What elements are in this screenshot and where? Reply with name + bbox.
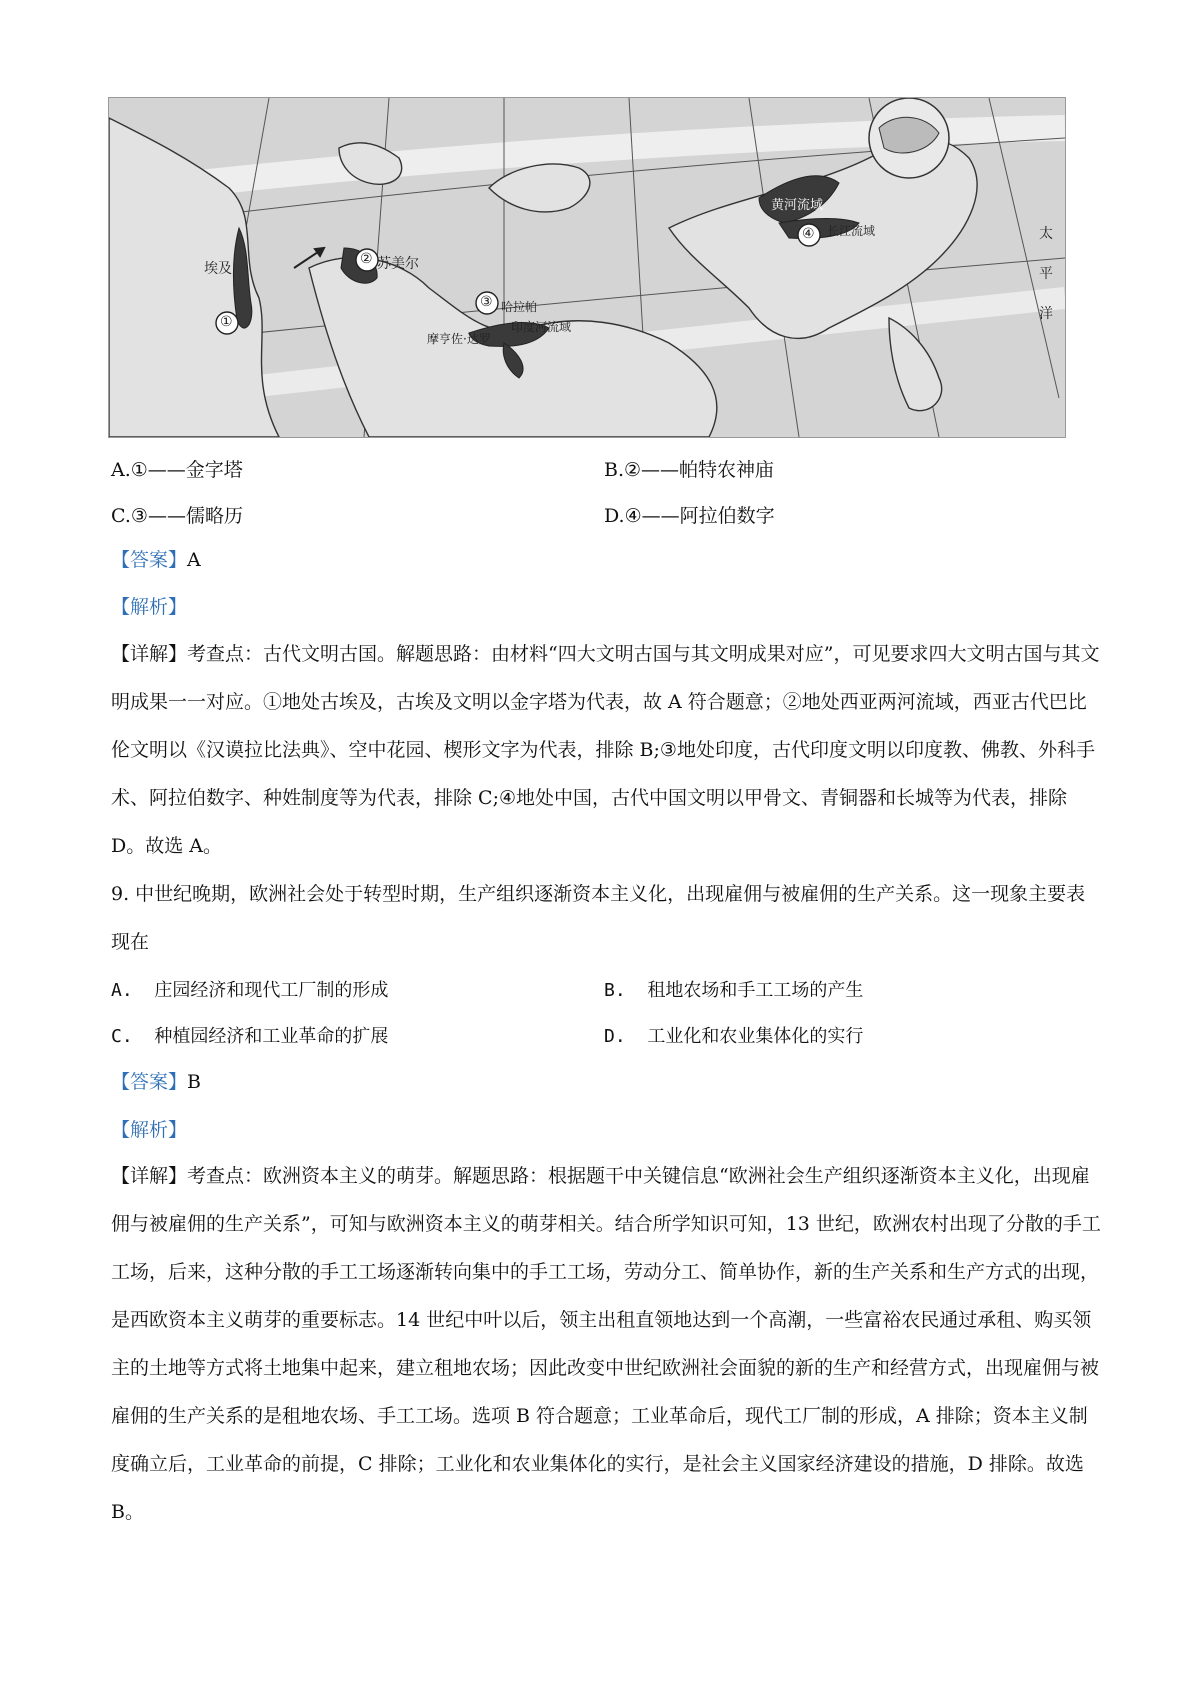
marker-4-label: ④ <box>802 226 815 242</box>
question-stem: 9. 中世纪晚期，欧洲社会处于转型时期，生产组织逐渐资本主义化，出现雇佣与被雇佣的生产关系。这一现象主要表现在 <box>111 883 1086 953</box>
q9-answer <box>111 1073 201 1092</box>
option-key: B. <box>604 980 626 1001</box>
marker-2-label: ② <box>360 251 373 267</box>
option-text: 种植园经济和工业革命的扩展 <box>154 1026 389 1047</box>
option-text: ④——阿拉伯数字 <box>624 505 775 527</box>
analysis-tag: 【解析】 <box>111 596 188 618</box>
marker-1-label: ① <box>220 314 233 330</box>
map-graphic <box>109 98 1065 437</box>
harappa-label: 哈拉帕 <box>501 300 538 314</box>
option-text: ①——金字塔 <box>130 459 243 481</box>
yellow-river-label: 黄河流域 <box>771 198 824 213</box>
detail-tag: 【详解】 <box>111 1165 188 1187</box>
q9-option-d <box>604 1022 863 1048</box>
pacific-label-2: 平 <box>1039 266 1053 282</box>
egypt-label: 埃及 <box>204 261 232 277</box>
q8-detail <box>111 630 1101 870</box>
q9-stem <box>111 870 1101 966</box>
option-key: D. <box>604 1026 626 1047</box>
answer-value: A <box>187 549 201 571</box>
q9-option-b <box>604 976 863 1002</box>
answer-value: B <box>187 1071 201 1093</box>
option-text: 庄园经济和现代工厂制的形成 <box>154 980 389 1001</box>
option-key: A. <box>111 980 133 1001</box>
option-text: ②——帕特农神庙 <box>624 459 775 481</box>
q9-detail <box>111 1152 1101 1536</box>
option-key: C. <box>111 505 131 527</box>
option-text: ③——儒略历 <box>130 505 243 527</box>
sumer-label: 苏美尔 <box>377 256 419 272</box>
q9-option-c <box>111 1022 388 1048</box>
q8-option-d <box>604 501 775 528</box>
pacific-label-1: 太 <box>1039 226 1053 242</box>
q8-analysis-heading <box>111 598 187 617</box>
q8-answer <box>111 551 201 570</box>
detail-text: 考查点：欧洲资本主义的萌芽。解题思路：根据题干中关键信息“欧洲社会生产组织逐渐资本主义化，出现雇佣与被雇佣的生产关系”，可知与欧洲资本主义的萌芽相关。结合所学知识可知，13 世纪，欧洲农村出现了分散的手工工场，后来，这种分散的手工工场逐渐转向集中的手工工场，劳动分工、简单协作，新的生产关系和生产方式的出现，是西欧资本主义萌芽的重要标志。14 世纪中叶以后，领主出租直领地达到一个高潮，一些富裕农民通过承租、购买领主的土地等方式将土地集中起来，建立租地农场；因此改变中世纪欧洲社会面貌的新的生产和经营方式，出现雇佣与被雇佣的生产关系的是租地农场、手工工场。选项 B 符合题意；工业革命后，现代工厂制的形成，A 排除；资本主义制度确立后，工业革命的前提，C 排除；工业化和农业集体化的实行，是社会主义国家经济建设的措施，D 排除。故选 B。 <box>111 1165 1101 1523</box>
q8-option-c <box>111 501 243 528</box>
indus-valley-label: 印度河流域 <box>511 320 572 334</box>
analysis-tag: 【解析】 <box>111 1119 188 1141</box>
yangtze-label: 长江流域 <box>827 224 876 238</box>
option-key: C. <box>111 1026 133 1047</box>
option-text: 工业化和农业集体化的实行 <box>647 1026 864 1047</box>
marker-3-label: ③ <box>480 294 493 310</box>
answer-tag: 【答案】 <box>111 1071 188 1093</box>
q9-option-a <box>111 976 388 1002</box>
detail-text: 考查点：古代文明古国。解题思路：由材料“四大文明古国与其文明成果对应”，可见要求四大文明古国与其文明成果一一对应。①地处古埃及，古埃及文明以金字塔为代表，故 A 符合题意；②地处西亚两河流域，西亚古代巴比伦文明以《汉谟拉比法典》、空中花园、楔形文字为代表，排除 B;③地处印度，古代印度文明以印度教、佛教、外科手术、阿拉伯数字、种姓制度等为代表，排除 C;④地处中国，古代中国文明以甲骨文、青铜器和长城等为代表，排除 D。故选 A。 <box>111 643 1100 857</box>
option-key: B. <box>604 459 625 481</box>
answer-tag: 【答案】 <box>111 549 188 571</box>
pacific-label-3: 洋 <box>1039 306 1053 322</box>
detail-tag: 【详解】 <box>111 643 188 665</box>
option-text: 租地农场和手工工场的产生 <box>647 980 864 1001</box>
option-key: D. <box>604 505 625 527</box>
mohenjo-daro-label: 摩亨佐·达罗 <box>427 332 491 346</box>
ancient-civilizations-map <box>108 97 1066 438</box>
q8-option-a <box>111 455 243 482</box>
q8-option-b <box>604 455 774 482</box>
option-key: A. <box>111 459 131 481</box>
q9-analysis-heading <box>111 1121 187 1140</box>
